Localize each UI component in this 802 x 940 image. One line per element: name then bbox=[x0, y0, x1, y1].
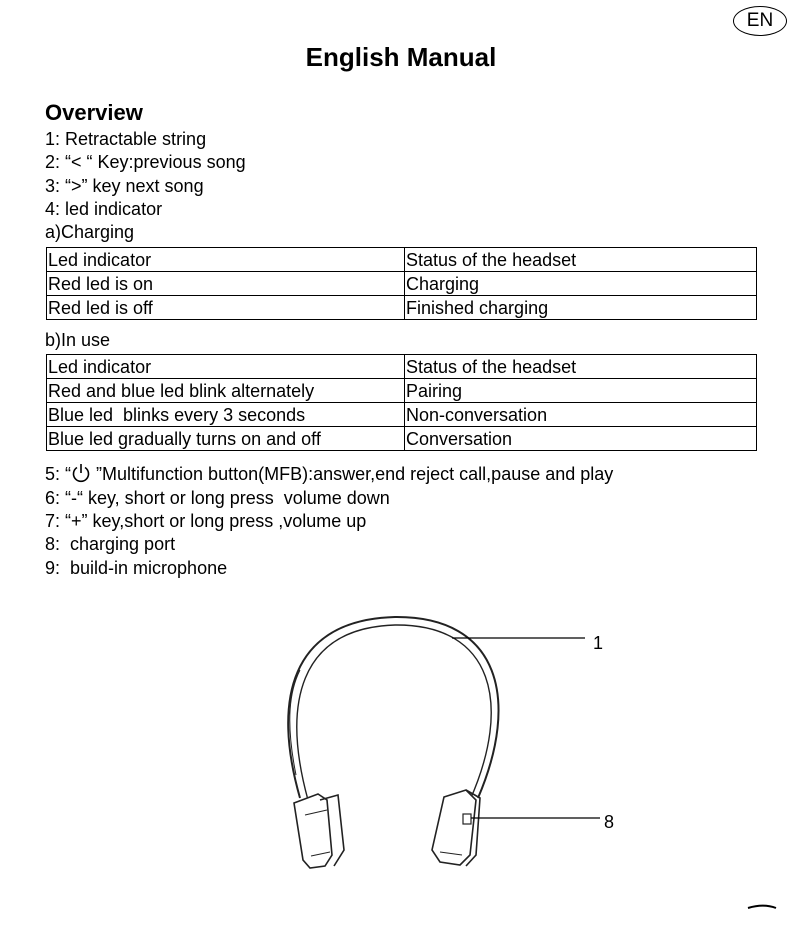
table-header-row bbox=[47, 355, 757, 379]
left-earpiece bbox=[294, 794, 344, 868]
table-cell: Blue led gradually turns on and off bbox=[47, 427, 405, 451]
item-7: 7: “+” key,short or long press ,volume up bbox=[45, 511, 367, 531]
callout-label-1: 1 bbox=[593, 633, 604, 653]
language-badge: EN bbox=[733, 6, 787, 36]
table-cell: Red and blue led blink alternately bbox=[47, 379, 405, 403]
overview-item-2: 2: “< “ Key:previous song bbox=[45, 152, 246, 172]
table-header-cell: Led indicator bbox=[47, 355, 405, 379]
table-row bbox=[47, 296, 757, 320]
table-cell: Non-conversation bbox=[405, 403, 757, 427]
headset-diagram bbox=[0, 590, 802, 940]
callout-label-8: 8 bbox=[604, 812, 615, 832]
table-row bbox=[47, 379, 757, 403]
table-cell: Charging bbox=[405, 272, 757, 296]
table-row bbox=[47, 272, 757, 296]
table-cell: Red led is on bbox=[47, 272, 405, 296]
table-cell: Finished charging bbox=[405, 296, 757, 320]
power-icon bbox=[71, 463, 91, 483]
overview-heading: Overview bbox=[45, 100, 143, 125]
table-cell: Pairing bbox=[405, 379, 757, 403]
table-cell: Red led is off bbox=[47, 296, 405, 320]
table-header-cell: Led indicator bbox=[47, 248, 405, 272]
charging-table bbox=[46, 247, 757, 320]
table-header-cell: Status of the headset bbox=[405, 355, 757, 379]
page-corner-mark bbox=[748, 906, 776, 908]
table-header-cell: Status of the headset bbox=[405, 248, 757, 272]
item-9: 9: build-in microphone bbox=[45, 558, 228, 578]
page-title: English Manual bbox=[305, 42, 497, 72]
table-row bbox=[47, 403, 757, 427]
table-row bbox=[47, 427, 757, 451]
item-8: 8: charging port bbox=[45, 534, 176, 554]
overview-item-1: 1: Retractable string bbox=[45, 129, 207, 149]
item-5: 5: “ ”Multifunction button(MFB):answer,end reject call,pause and play bbox=[45, 464, 614, 484]
item-6: 6: “-“ key, short or long press volume down bbox=[45, 488, 390, 508]
table-cell: Blue led blinks every 3 seconds bbox=[47, 403, 405, 427]
overview-item-4: 4: led indicator bbox=[45, 199, 163, 219]
in-use-label: b)In use bbox=[45, 330, 111, 350]
charging-label: a)Charging bbox=[45, 222, 135, 242]
in-use-table bbox=[46, 354, 757, 451]
headband bbox=[288, 617, 498, 800]
right-earpiece bbox=[432, 790, 480, 866]
table-cell: Conversation bbox=[405, 427, 757, 451]
table-header-row bbox=[47, 248, 757, 272]
overview-item-3: 3: “>” key next song bbox=[45, 176, 204, 196]
